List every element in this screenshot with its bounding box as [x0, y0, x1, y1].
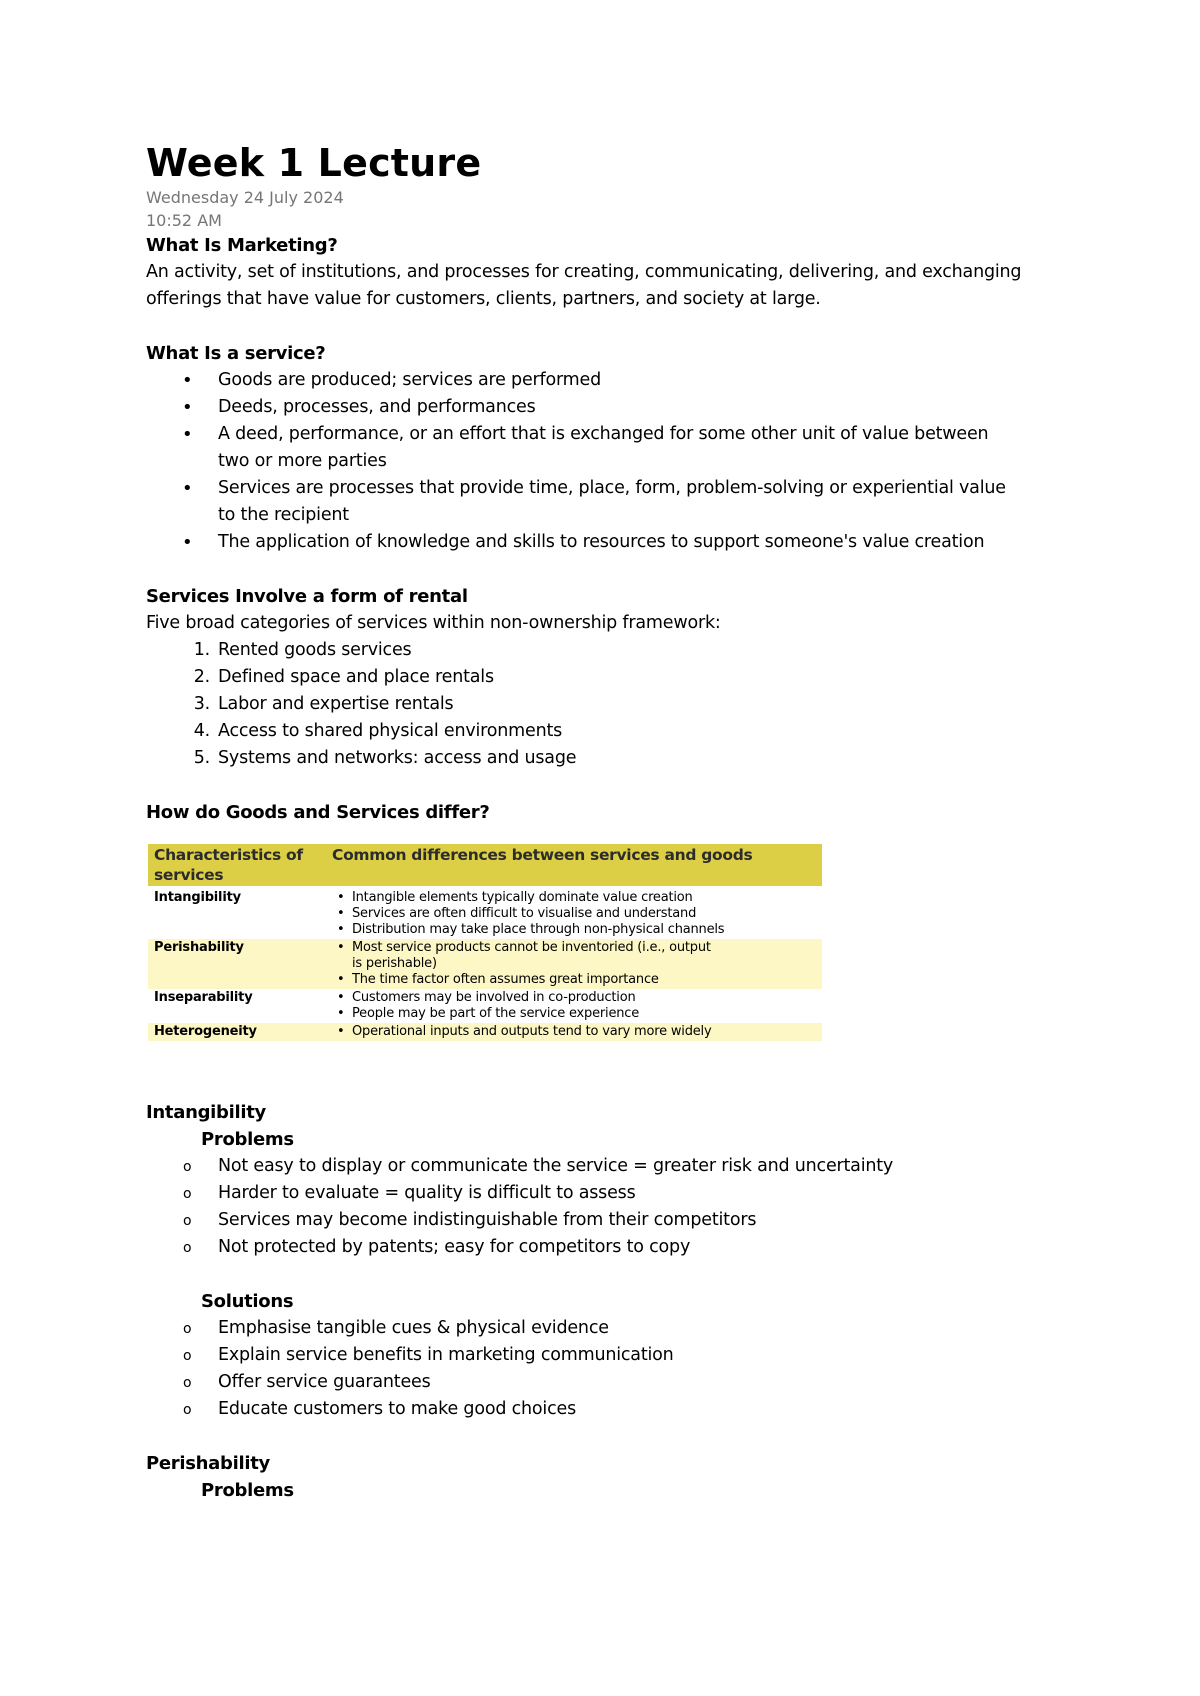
number-marker: 1.: [193, 640, 210, 660]
bullet-marker: •: [182, 478, 193, 499]
list-item: 5. Systems and networks: access and usage: [146, 745, 1066, 772]
page-title: Week 1 Lecture: [146, 141, 482, 185]
number-marker: 5.: [193, 748, 210, 768]
rental-intro: Five broad categories of services within non-ownership framework:: [146, 613, 721, 633]
list-item: o Harder to evaluate = quality is difficult to assess: [146, 1180, 1066, 1207]
list-item: 3. Labor and expertise rentals: [146, 691, 1066, 718]
table-cell-characteristic: Perishability: [148, 939, 326, 989]
list-item: • Services are processes that provide time, place, form, problem-solving or experiential value to the recipient: [146, 475, 1018, 529]
list-item: • Deeds, processes, and performances: [146, 394, 1066, 421]
list-item: 1. Rented goods services: [146, 637, 1066, 664]
table-bullet: • Most service products cannot be inventoried (i.e., output is perishable): [337, 940, 711, 971]
list-item: • The application of knowledge and skills to resources to support someone's value creation: [146, 529, 1066, 556]
table-row: [148, 989, 822, 1023]
table-row: [148, 939, 822, 989]
circle-marker: o: [183, 1213, 192, 1229]
time-stamp: 10:52 AM: [146, 211, 222, 230]
subheading-problems: Problems: [201, 1480, 294, 1501]
table-row: [148, 1023, 822, 1041]
heading-goods-services-differ: How do Goods and Services differ?: [146, 802, 490, 823]
marketing-definition-line-1: An activity, set of institutions, and processes for creating, communicating, delivering, and exchanging: [146, 262, 1022, 282]
list-item: o Offer service guarantees: [146, 1369, 1066, 1396]
heading-what-is-a-service: What Is a service?: [146, 343, 326, 364]
table-cell-differences: [326, 886, 822, 939]
circle-marker: o: [183, 1402, 192, 1418]
table-cell-characteristic: Heterogeneity: [148, 1023, 326, 1041]
circle-marker: o: [183, 1321, 192, 1337]
heading-intangibility: Intangibility: [146, 1102, 266, 1123]
circle-marker: o: [183, 1186, 192, 1202]
list-item: • A deed, performance, or an effort that is exchanged for some other unit of value between two or more parties: [146, 421, 998, 475]
table-cell-differences: [326, 1023, 822, 1041]
number-marker: 4.: [193, 721, 210, 741]
table-bullet: • Operational inputs and outputs tend to vary more widely: [337, 1024, 712, 1039]
circle-marker: o: [183, 1240, 192, 1256]
bullet-marker: •: [182, 532, 193, 553]
number-marker: 3.: [193, 694, 210, 714]
rental-numbered-list: [146, 637, 1066, 772]
list-item: o Not protected by patents; easy for competitors to copy: [146, 1234, 1066, 1261]
subheading-solutions: Solutions: [201, 1291, 294, 1312]
circle-marker: o: [183, 1159, 192, 1175]
list-item: • Goods are produced; services are performed: [146, 367, 1066, 394]
heading-what-is-marketing: What Is Marketing?: [146, 235, 338, 256]
table-bullet: • Distribution may take place through non-physical channels: [337, 922, 725, 937]
list-item: o Emphasise tangible cues & physical evidence: [146, 1315, 1066, 1342]
heading-services-rental: Services Involve a form of rental: [146, 586, 468, 607]
list-item: o Educate customers to make good choices: [146, 1396, 1066, 1423]
list-item: o Not easy to display or communicate the service = greater risk and uncertainty: [146, 1153, 1066, 1180]
number-marker: 2.: [193, 667, 210, 687]
table-header-characteristics: Characteristics of services: [148, 844, 326, 886]
characteristics-table: [148, 844, 822, 1041]
intangibility-solutions-list: [146, 1315, 1066, 1423]
list-item: 4. Access to shared physical environments: [146, 718, 1066, 745]
table-bullet: • The time factor often assumes great importance: [337, 972, 659, 987]
service-bullet-list: [146, 367, 1066, 556]
table-header-differences: Common differences between services and goods: [326, 844, 822, 886]
table-cell-differences: [326, 989, 822, 1023]
intangibility-problems-list: [146, 1153, 1066, 1261]
table-header-row: [148, 844, 822, 886]
document-page: [146, 140, 1066, 1504]
list-item: o Explain service benefits in marketing communication: [146, 1342, 1066, 1369]
bullet-marker: •: [182, 370, 193, 391]
list-item: o Services may become indistinguishable from their competitors: [146, 1207, 1066, 1234]
list-item: 2. Defined space and place rentals: [146, 664, 1066, 691]
circle-marker: o: [183, 1375, 192, 1391]
table-bullet: • Services are often difficult to visualise and understand: [337, 906, 697, 921]
date-stamp: Wednesday 24 July 2024: [146, 188, 344, 207]
circle-marker: o: [183, 1348, 192, 1364]
subheading-problems: Problems: [201, 1129, 294, 1150]
table-cell-differences: [326, 939, 822, 989]
bullet-marker: •: [182, 397, 193, 418]
table-bullet: • Intangible elements typically dominate value creation: [337, 890, 693, 905]
marketing-definition-line-2: offerings that have value for customers, clients, partners, and society at large.: [146, 289, 821, 309]
table-bullet: • People may be part of the service experience: [337, 1006, 640, 1021]
heading-perishability: Perishability: [146, 1453, 270, 1474]
table-bullet: • Customers may be involved in co-production: [337, 990, 636, 1005]
table-cell-characteristic: Inseparability: [154, 990, 253, 1005]
table-cell-characteristic: Intangibility: [154, 890, 241, 905]
table-row: [148, 886, 822, 939]
bullet-marker: •: [182, 424, 193, 445]
